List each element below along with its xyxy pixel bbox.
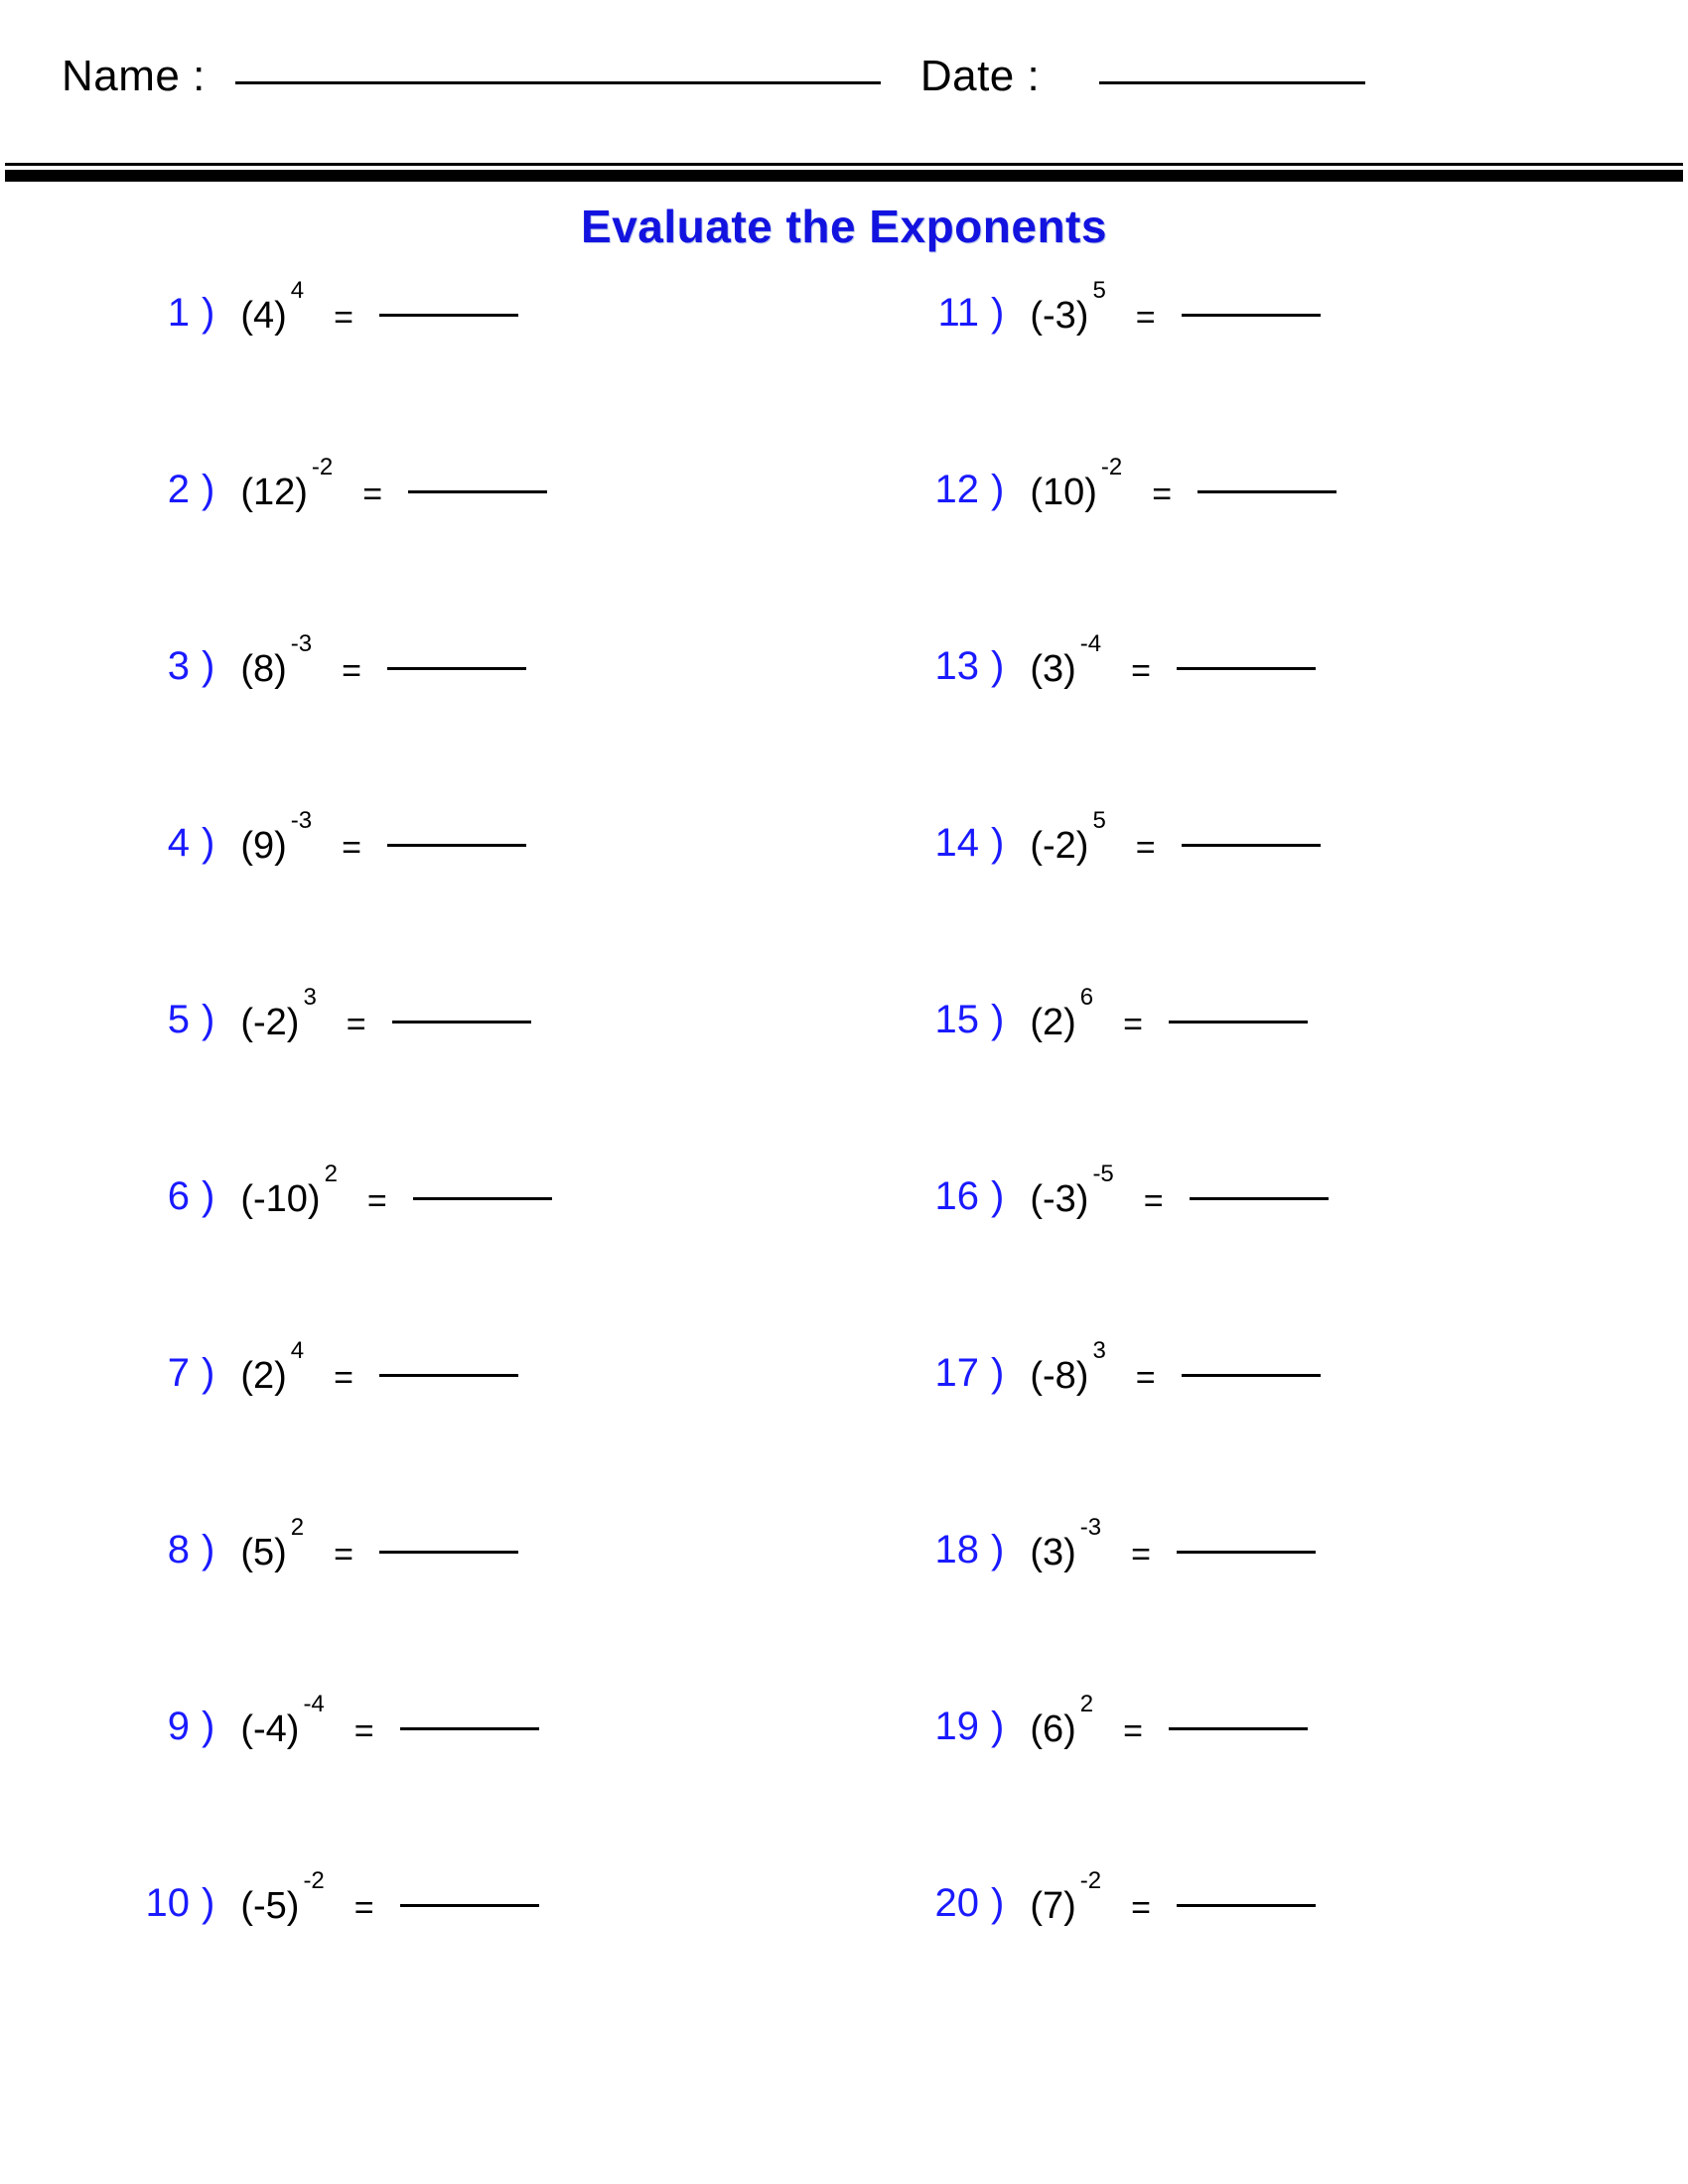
problem-base: (10) [1030, 472, 1097, 513]
problem-paren: ) [991, 821, 1005, 865]
date-input-line[interactable] [1099, 80, 1365, 84]
equals-sign: = [1152, 476, 1173, 513]
problem-row [94, 454, 844, 640]
answer-blank[interactable] [1177, 1903, 1316, 1907]
problem-exponent: 3 [303, 984, 317, 1011]
problem-number: 18 [934, 1528, 979, 1571]
problem-row [884, 1337, 1688, 1524]
problem-paren: ) [991, 1351, 1005, 1395]
answer-blank[interactable] [387, 843, 526, 847]
problem-number: 15 [934, 998, 979, 1041]
equals-sign: = [1143, 1182, 1164, 1220]
problem-exponent: -3 [290, 630, 313, 657]
problem-paren: ) [202, 1351, 215, 1395]
problem-base: (-2) [240, 1002, 300, 1043]
problem-row [884, 807, 1688, 994]
problem-base: (7) [1030, 1885, 1076, 1927]
problem-paren: ) [202, 998, 215, 1041]
problem-number: 7 [167, 1351, 190, 1395]
problem-paren: ) [991, 1881, 1005, 1925]
answer-blank[interactable] [387, 666, 526, 670]
name-input-line[interactable] [235, 80, 881, 84]
problem-row [884, 984, 1688, 1170]
equals-sign: = [1131, 1536, 1151, 1573]
equals-sign: = [353, 1712, 374, 1750]
problem-exponent: -4 [1079, 630, 1102, 657]
problem-row [94, 1160, 844, 1347]
problem-exponent: 5 [1092, 807, 1106, 834]
problem-exponent: -3 [290, 807, 313, 834]
problem-base: (-4) [240, 1708, 300, 1750]
date-label: Date : [919, 52, 1041, 100]
problem-base: (4) [240, 295, 287, 337]
problem-base: (9) [240, 825, 287, 867]
problem-base: (-2) [1030, 825, 1089, 867]
problem-exponent: 4 [290, 277, 305, 304]
problem-paren: ) [202, 1174, 215, 1218]
problem-exponent: -4 [303, 1691, 325, 1717]
problem-number: 5 [167, 998, 190, 1041]
problem-base: (6) [1030, 1708, 1076, 1750]
problem-exponent: -2 [1100, 454, 1123, 480]
problem-exponent: 3 [1092, 1337, 1106, 1364]
name-label: Name : [62, 52, 206, 100]
answer-blank[interactable] [1197, 489, 1336, 493]
problem-number: 14 [934, 821, 979, 865]
divider-thick-line [5, 170, 1683, 182]
problem-base: (3) [1030, 1532, 1076, 1573]
equals-sign: = [353, 1889, 374, 1927]
problem-row [94, 1337, 844, 1524]
problem-row [884, 1160, 1688, 1347]
answer-blank[interactable] [1169, 1726, 1308, 1730]
answer-blank[interactable] [379, 1550, 518, 1554]
equals-sign: = [1123, 1712, 1143, 1750]
problem-exponent: 2 [290, 1514, 305, 1541]
problem-exponent: -2 [1079, 1867, 1102, 1894]
problem-exponent: 5 [1092, 277, 1106, 304]
problem-number: 20 [934, 1881, 979, 1925]
problem-row [94, 1867, 844, 2054]
problem-number: 6 [167, 1174, 190, 1218]
problem-base: (-3) [1030, 1178, 1089, 1220]
problem-base: (12) [240, 472, 308, 513]
problem-exponent: -2 [303, 1867, 325, 1894]
answer-blank[interactable] [1177, 1550, 1316, 1554]
problems-column-left [0, 277, 844, 2054]
equals-sign: = [334, 299, 353, 337]
equals-sign: = [1135, 829, 1156, 867]
answer-blank[interactable] [408, 489, 547, 493]
problem-number: 3 [167, 644, 190, 688]
problem-number: 4 [167, 821, 190, 865]
problem-row [94, 807, 844, 994]
problem-number: 19 [934, 1705, 979, 1748]
problem-exponent: 2 [1079, 1691, 1094, 1717]
page-title: Evaluate the Exponents [581, 201, 1107, 252]
problem-paren: ) [991, 998, 1005, 1041]
equals-sign: = [366, 1182, 387, 1220]
problem-base: (-10) [240, 1178, 321, 1220]
problem-paren: ) [991, 468, 1005, 511]
problem-exponent: -2 [311, 454, 334, 480]
answer-blank[interactable] [400, 1903, 539, 1907]
problem-row [884, 1691, 1688, 1877]
answer-blank[interactable] [1182, 313, 1321, 317]
problem-base: (3) [1030, 648, 1076, 690]
problem-number: 11 [937, 291, 979, 335]
problem-paren: ) [202, 644, 215, 688]
equals-sign: = [342, 829, 361, 867]
problem-paren: ) [202, 821, 215, 865]
problem-exponent: -5 [1092, 1160, 1114, 1187]
equals-sign: = [342, 652, 361, 690]
problem-base: (5) [240, 1532, 287, 1573]
problem-row [884, 277, 1688, 464]
equals-sign: = [1135, 299, 1156, 337]
problem-number: 17 [934, 1351, 979, 1395]
problem-base: (2) [240, 1355, 287, 1397]
problem-row [884, 630, 1688, 817]
problem-paren: ) [202, 1528, 215, 1571]
header-divider [5, 163, 1683, 182]
problem-row [94, 277, 844, 464]
problem-base: (8) [240, 648, 287, 690]
answer-blank[interactable] [413, 1196, 552, 1200]
problem-paren: ) [991, 1528, 1005, 1571]
equals-sign: = [334, 1536, 353, 1573]
answer-blank[interactable] [1182, 843, 1321, 847]
problem-row [94, 1514, 844, 1701]
problem-number: 16 [934, 1174, 979, 1218]
problem-exponent: 4 [290, 1337, 305, 1364]
problem-paren: ) [202, 468, 215, 511]
problem-number: 1 [167, 291, 190, 335]
equals-sign: = [1131, 652, 1151, 690]
equals-sign: = [362, 476, 383, 513]
answer-blank[interactable] [1169, 1020, 1308, 1024]
equals-sign: = [1123, 1006, 1143, 1043]
problem-paren: ) [202, 1705, 215, 1748]
answer-blank[interactable] [379, 313, 518, 317]
problem-exponent: -3 [1079, 1514, 1102, 1541]
answer-blank[interactable] [1190, 1196, 1329, 1200]
answer-blank[interactable] [1182, 1373, 1321, 1377]
answer-blank[interactable] [400, 1726, 539, 1730]
problem-number: 2 [167, 468, 190, 511]
answer-blank[interactable] [1177, 666, 1316, 670]
problem-paren: ) [991, 1705, 1005, 1748]
equals-sign: = [334, 1359, 353, 1397]
problem-row [884, 1514, 1688, 1701]
problem-paren: ) [991, 291, 1005, 335]
problems-column-right [844, 277, 1688, 2054]
problem-row [94, 984, 844, 1170]
problem-exponent: 6 [1079, 984, 1094, 1011]
problem-row [884, 454, 1688, 640]
problem-exponent: 2 [324, 1160, 338, 1187]
problem-base: (-5) [240, 1885, 300, 1927]
problem-number: 13 [934, 644, 979, 688]
problem-base: (-8) [1030, 1355, 1089, 1397]
answer-blank[interactable] [379, 1373, 518, 1377]
problem-number: 12 [934, 468, 979, 511]
problem-row [94, 1691, 844, 1877]
equals-sign: = [1131, 1889, 1151, 1927]
problem-base: (2) [1030, 1002, 1076, 1043]
answer-blank[interactable] [392, 1020, 531, 1024]
problem-number: 9 [167, 1705, 190, 1748]
equals-sign: = [346, 1006, 366, 1043]
worksheet-header [0, 0, 1688, 101]
problem-number: 8 [167, 1528, 190, 1571]
problem-paren: ) [991, 644, 1005, 688]
problem-number: 10 [145, 1881, 190, 1925]
problems-container [0, 277, 1688, 2054]
problem-paren: ) [202, 1881, 215, 1925]
problem-paren: ) [202, 291, 215, 335]
equals-sign: = [1135, 1359, 1156, 1397]
problem-row [94, 630, 844, 817]
problem-base: (-3) [1030, 295, 1089, 337]
problem-paren: ) [991, 1174, 1005, 1218]
problem-row [884, 1867, 1688, 2054]
